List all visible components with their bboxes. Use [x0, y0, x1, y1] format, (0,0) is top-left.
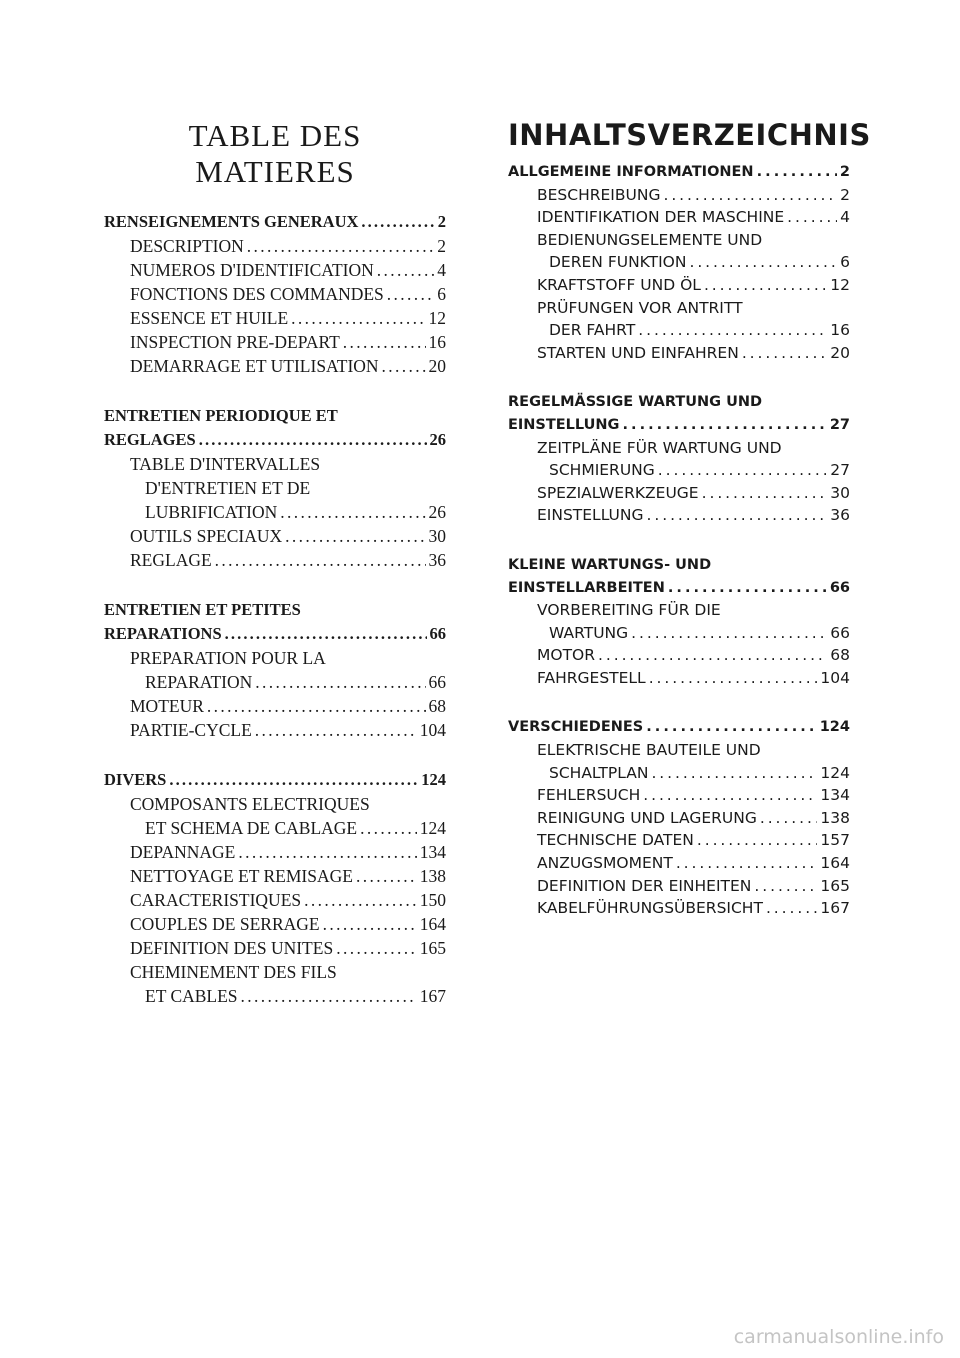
toc-entry — [104, 354, 446, 378]
toc-entry — [104, 984, 446, 1008]
dot-leader — [304, 888, 417, 912]
toc-entry — [508, 875, 850, 898]
toc-sections-german — [508, 161, 850, 920]
toc-entry-label: REPARATION — [145, 672, 253, 692]
toc-entry-label: LUBRIFICATION — [145, 502, 278, 522]
toc-entry-label: ALLGEMEINE INFORMATIONEN — [508, 164, 754, 180]
toc-entry — [508, 206, 850, 229]
toc-page-number: 134 — [419, 842, 446, 862]
toc-page-number: 4 — [840, 208, 850, 227]
toc-entry-label: DEFINITION DER EINHEITEN — [537, 876, 752, 895]
dot-leader — [649, 667, 818, 690]
toc-page-number: 66 — [428, 672, 446, 692]
toc-page-number: 138 — [419, 866, 446, 886]
dot-leader — [622, 414, 826, 437]
toc-page-number: 2 — [437, 236, 446, 256]
dot-leader — [247, 234, 434, 258]
dot-leader — [360, 816, 417, 840]
toc-page-number: 157 — [820, 831, 850, 850]
toc-title-french: TABLE DES MATIERES — [188, 118, 362, 189]
toc-page-number: 12 — [830, 275, 850, 294]
dot-leader — [760, 807, 818, 830]
toc-entry: CHEMINEMENT DES FILS — [130, 962, 337, 982]
toc-entry-label: EINSTELLARBEITEN — [508, 579, 665, 596]
toc-entry: D'ENTRETIEN ET DE — [145, 478, 311, 498]
dot-leader — [199, 428, 427, 452]
toc-entry — [508, 251, 850, 274]
toc-entry-label: IDENTIFIKATION DER MASCHINE — [537, 208, 785, 227]
toc-entry-label: OUTILS SPECIAUX — [130, 526, 283, 546]
dot-leader — [651, 762, 817, 785]
toc-section — [104, 210, 446, 378]
toc-entry-label: DESCRIPTION — [130, 236, 244, 256]
watermark-text: carmanualsonline.info — [733, 1326, 944, 1348]
toc-page-number: 167 — [820, 899, 850, 918]
toc-entry — [508, 161, 850, 184]
toc-page-number: 66 — [830, 623, 850, 642]
toc-page-number: 20 — [830, 343, 850, 362]
dot-leader — [323, 912, 417, 936]
toc-entry — [508, 897, 850, 920]
toc-entry: ENTRETIEN PERIODIQUE ET — [104, 406, 338, 425]
dot-leader — [689, 251, 837, 274]
toc-entry — [508, 184, 850, 207]
toc-entry-label: TECHNISCHE DATEN — [537, 831, 694, 850]
toc-entry — [508, 784, 850, 807]
dot-leader — [638, 319, 827, 342]
toc-entry — [508, 504, 850, 527]
toc-entry: PREPARATION POUR LA — [130, 648, 326, 668]
toc-entry — [104, 888, 446, 912]
toc-german — [508, 118, 871, 947]
toc-page-number: 104 — [419, 720, 446, 740]
toc-page-number: 2 — [437, 212, 446, 231]
dot-leader — [356, 864, 417, 888]
toc-entry — [104, 864, 446, 888]
dot-leader — [742, 342, 827, 365]
toc-entry-label: KABELFÜHRUNGSÜBERSICHT — [537, 899, 763, 918]
toc-section — [508, 391, 850, 527]
dot-leader — [207, 694, 426, 718]
dot-leader — [646, 716, 816, 739]
dot-leader — [663, 184, 837, 207]
dot-leader — [676, 852, 818, 875]
toc-entry — [104, 306, 446, 330]
toc-entry — [508, 459, 850, 482]
dot-leader — [598, 644, 827, 667]
toc-page-number: 6 — [840, 253, 850, 272]
toc-entry-label: WARTUNG — [549, 623, 629, 642]
toc-entry — [104, 718, 446, 742]
toc-page-number: 66 — [829, 579, 850, 596]
toc-entry-label: NUMEROS D'IDENTIFICATION — [130, 260, 374, 280]
toc-entry: REGELMÄSSIGE WARTUNG UND — [508, 394, 763, 411]
toc-page-number: 12 — [428, 308, 446, 328]
toc-entry — [104, 768, 446, 792]
dot-leader — [382, 354, 426, 378]
toc-entry — [104, 258, 446, 282]
toc-entry — [508, 414, 850, 437]
dot-leader — [343, 330, 426, 354]
toc-entry: BEDIENUNGSELEMENTE UND — [537, 230, 763, 249]
dot-leader — [255, 670, 425, 694]
toc-entry: KLEINE WARTUNGS- UND — [508, 556, 712, 573]
toc-entry-label: ET CABLES — [145, 986, 238, 1006]
toc-page-number: 36 — [830, 506, 850, 525]
toc-page-number: 2 — [839, 164, 850, 180]
toc-section — [508, 161, 850, 364]
toc-page-number: 30 — [830, 483, 850, 502]
toc-page-number: 20 — [428, 356, 446, 376]
toc-entry-label: RENSEIGNEMENTS GENERAUX — [104, 212, 359, 231]
toc-page-number: 27 — [829, 416, 850, 433]
toc-section — [104, 598, 446, 742]
toc-section — [104, 404, 446, 572]
toc-entry-label: DEPANNAGE — [130, 842, 236, 862]
toc-page-number: 26 — [428, 502, 446, 522]
toc-entry-label: BESCHREIBUNG — [537, 185, 661, 204]
toc-entry: PRÜFUNGEN VOR ANTRITT — [537, 298, 743, 317]
toc-entry-label: EINSTELLUNG — [508, 416, 620, 433]
toc-entry-label: KRAFTSTOFF UND ÖL — [537, 275, 701, 294]
toc-entry-label: MOTOR — [537, 646, 596, 665]
toc-entry-label: FONCTIONS DES COMMANDES — [130, 284, 384, 304]
toc-entry — [104, 234, 446, 258]
dot-leader — [704, 274, 827, 297]
toc-entry-label: SPEZIALWERKZEUGE — [537, 483, 699, 502]
toc-page-number: 68 — [428, 696, 446, 716]
dot-leader — [702, 482, 828, 505]
toc-page-number: 4 — [437, 260, 446, 280]
toc-entry-label: STARTEN UND EINFAHREN — [537, 343, 739, 362]
dot-leader — [169, 768, 418, 792]
toc-entry: ELEKTRISCHE BAUTEILE UND — [537, 741, 761, 760]
toc-page-number: 167 — [419, 986, 446, 1006]
toc-entry-label: DEFINITION DES UNITES — [130, 938, 334, 958]
toc-entry: COMPOSANTS ELECTRIQUES — [130, 794, 370, 814]
toc-entry-label: NETTOYAGE ET REMISAGE — [130, 866, 353, 886]
toc-entry — [104, 622, 446, 646]
dot-leader — [787, 206, 837, 229]
toc-entry-label: FAHRGESTELL — [537, 668, 646, 687]
toc-entry — [508, 644, 850, 667]
toc-entry-label: DER FAHRT — [549, 321, 636, 340]
toc-entry-label: INSPECTION PRE-DEPART — [130, 332, 340, 352]
toc-entry — [508, 274, 850, 297]
toc-section — [104, 768, 446, 1008]
toc-entry — [104, 524, 446, 548]
toc-page-number: 165 — [820, 876, 850, 895]
toc-entry-label: PARTIE-CYCLE — [130, 720, 252, 740]
toc-entry — [104, 936, 446, 960]
toc-entry-label: ET SCHEMA DE CABLAGE — [145, 818, 358, 838]
toc-entry-label: REINIGUNG UND LAGERUNG — [537, 808, 757, 827]
toc-entry-label: COUPLES DE SERRAGE — [130, 914, 320, 934]
toc-page-number: 30 — [428, 526, 446, 546]
toc-entry-label: SCHMIERUNG — [549, 461, 655, 480]
dot-leader — [280, 500, 425, 524]
dot-leader — [285, 524, 425, 548]
toc-entry — [508, 577, 850, 600]
toc-entry — [104, 330, 446, 354]
toc-entry-label: MOTEUR — [130, 696, 204, 716]
toc-entry-label: SCHALTPLAN — [549, 763, 649, 782]
toc-sections-french — [104, 210, 446, 1008]
toc-page-number: 124 — [819, 719, 850, 736]
toc-entry-label: DEREN FUNKTION — [549, 253, 687, 272]
toc-section — [508, 716, 850, 919]
toc-entry: ENTRETIEN ET PETITES — [104, 600, 301, 619]
toc-page-number: 165 — [419, 938, 446, 958]
toc-page-number: 104 — [820, 668, 850, 687]
dot-leader — [291, 306, 425, 330]
dot-leader — [643, 784, 817, 807]
dot-leader — [387, 282, 434, 306]
toc-entry — [104, 840, 446, 864]
toc-entry-label: ANZUGSMOMENT — [537, 854, 673, 873]
toc-page-number: 68 — [830, 646, 850, 665]
toc-entry: VORBEREITING FÜR DIE — [537, 601, 721, 620]
toc-french — [104, 118, 446, 1034]
dot-leader — [697, 829, 818, 852]
toc-entry — [104, 282, 446, 306]
dot-leader — [658, 459, 827, 482]
dot-leader — [631, 622, 827, 645]
toc-entry — [104, 500, 446, 524]
dot-leader — [668, 577, 827, 600]
toc-entry — [104, 428, 446, 452]
dot-leader — [361, 210, 434, 234]
toc-entry-label: CARACTERISTIQUES — [130, 890, 302, 910]
toc-page-number: 2 — [840, 185, 850, 204]
toc-page-number: 66 — [429, 624, 446, 643]
toc-entry-label: DEMARRAGE ET UTILISATION — [130, 356, 379, 376]
toc-entry-label: ESSENCE ET HUILE — [130, 308, 289, 328]
toc-entry-label: REGLAGE — [130, 550, 212, 570]
toc-title-german: INHALTSVERZEICHNIS — [508, 118, 871, 152]
toc-entry — [104, 816, 446, 840]
toc-entry — [508, 319, 850, 342]
toc-page-number: 124 — [421, 770, 446, 789]
toc-page-number: 36 — [428, 550, 446, 570]
dot-leader — [377, 258, 434, 282]
dot-leader — [757, 161, 837, 184]
toc-page-number: 6 — [437, 284, 446, 304]
dot-leader — [754, 875, 817, 898]
dot-leader — [241, 984, 417, 1008]
toc-entry — [104, 548, 446, 572]
toc-section — [508, 554, 850, 690]
toc-entry — [508, 716, 850, 739]
toc-page-number: 16 — [428, 332, 446, 352]
toc-entry-label: REGLAGES — [104, 430, 196, 449]
toc-entry — [508, 667, 850, 690]
dot-leader — [647, 504, 828, 527]
dot-leader — [215, 548, 426, 572]
toc-entry-label: EINSTELLUNG — [537, 506, 644, 525]
toc-entry — [508, 807, 850, 830]
toc-page-number: 138 — [820, 808, 850, 827]
toc-entry — [104, 670, 446, 694]
toc-entry — [104, 694, 446, 718]
toc-entry — [508, 342, 850, 365]
toc-entry-label: DIVERS — [104, 770, 167, 789]
toc-entry — [508, 829, 850, 852]
toc-page-number: 164 — [419, 914, 446, 934]
toc-entry-label: REPARATIONS — [104, 624, 222, 643]
dot-leader — [336, 936, 417, 960]
toc-page-number: 150 — [419, 890, 446, 910]
toc-entry-label: VERSCHIEDENES — [508, 719, 644, 736]
toc-page-number: 26 — [429, 430, 446, 449]
toc-entry-label: FEHLERSUCH — [537, 786, 641, 805]
dot-leader — [255, 718, 417, 742]
toc-entry — [104, 912, 446, 936]
dot-leader — [238, 840, 416, 864]
toc-page-number: 124 — [419, 818, 446, 838]
toc-entry — [508, 482, 850, 505]
toc-page-number: 16 — [830, 321, 850, 340]
dot-leader — [225, 622, 427, 646]
toc-entry — [508, 622, 850, 645]
toc-page-number: 124 — [820, 763, 850, 782]
toc-entry — [104, 210, 446, 234]
toc-entry: TABLE D'INTERVALLES — [130, 454, 321, 474]
dot-leader — [766, 897, 817, 920]
toc-page-number: 27 — [830, 461, 850, 480]
toc-page-number: 134 — [820, 786, 850, 805]
toc-page-number: 164 — [820, 854, 850, 873]
toc-entry — [508, 762, 850, 785]
toc-entry: ZEITPLÄNE FÜR WARTUNG UND — [537, 438, 782, 457]
toc-entry — [508, 852, 850, 875]
